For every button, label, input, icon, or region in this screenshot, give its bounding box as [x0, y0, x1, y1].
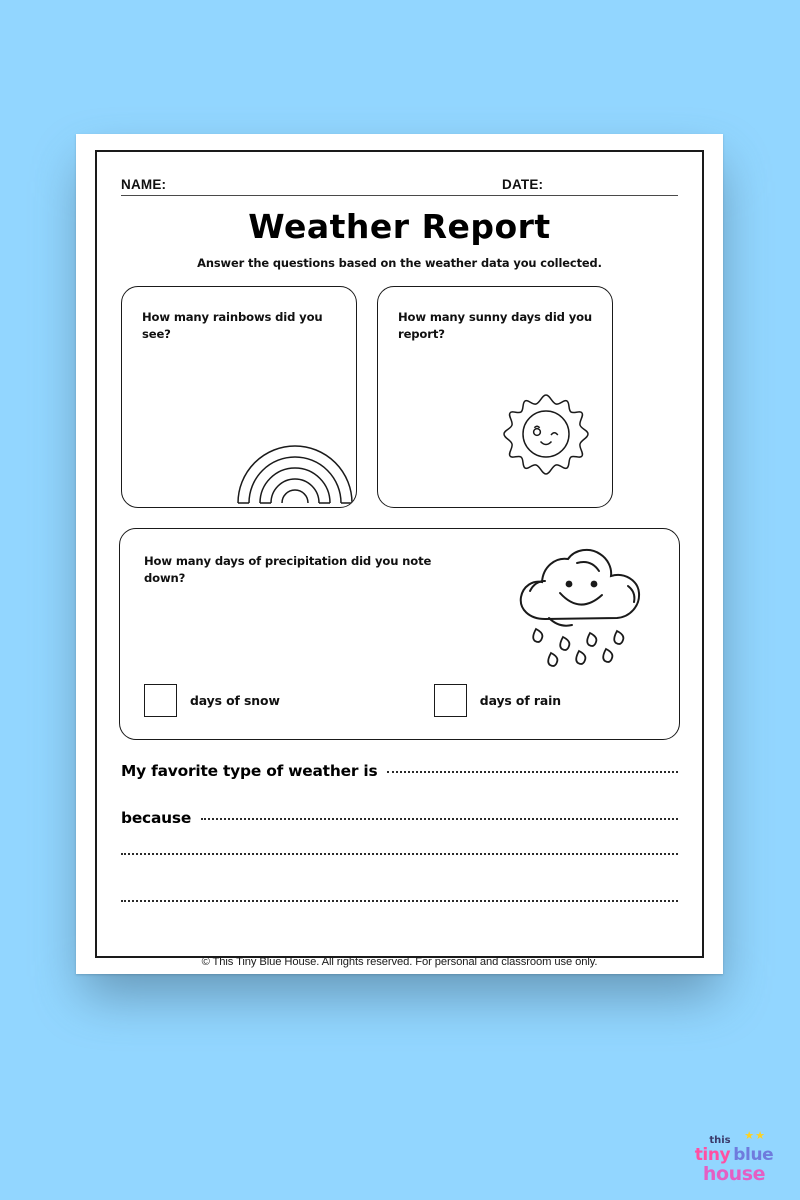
extra-writing-line-1	[121, 856, 678, 903]
extra-input-1[interactable]	[121, 853, 678, 855]
favorite-weather-prompt: My favorite type of weather is	[121, 761, 378, 780]
question-text-rainbows: How many rainbows did you see?	[142, 309, 323, 341]
rain-checkbox[interactable]	[434, 684, 467, 717]
brand-mid-row	[690, 1147, 778, 1164]
writing-section	[119, 762, 680, 968]
favorite-weather-input[interactable]	[387, 771, 678, 773]
brand-word-this: this	[709, 1135, 731, 1146]
name-date-row	[119, 172, 680, 192]
because-prompt: because	[121, 808, 192, 827]
brand-word-tiny: tiny	[694, 1145, 731, 1165]
date-label: DATE:	[502, 177, 544, 192]
brand-word-house: house	[702, 1163, 766, 1185]
sun-icon	[498, 391, 594, 491]
brand-logo	[690, 1129, 778, 1185]
brand-word-blue: blue	[733, 1145, 774, 1165]
question-row-top	[119, 286, 680, 508]
question-box-rainbows[interactable]	[121, 286, 357, 508]
name-label: NAME:	[121, 177, 167, 192]
snow-checkbox-label: days of snow	[190, 692, 280, 708]
question-box-sunny-days[interactable]	[377, 286, 613, 508]
extra-writing-line-2	[121, 903, 678, 950]
question-text-sunny-days: How many sunny days did you report?	[398, 309, 593, 341]
favorite-weather-line	[121, 762, 678, 809]
worksheet-page	[76, 134, 723, 974]
checkbox-item-snow[interactable]	[144, 684, 280, 717]
extra-input-2[interactable]	[121, 900, 678, 902]
checkbox-item-rain[interactable]	[434, 684, 561, 717]
name-date-rule	[121, 195, 678, 196]
worksheet-content	[97, 152, 702, 968]
copyright-footer: © This Tiny Blue House. All rights reserved. For personal and classroom use only.	[201, 955, 598, 968]
snow-checkbox[interactable]	[144, 684, 177, 717]
page-inner-border	[95, 150, 704, 968]
because-line	[121, 809, 678, 856]
because-input[interactable]	[201, 818, 678, 820]
page-title: Weather Report	[248, 207, 551, 246]
rain-checkbox-label: days of rain	[479, 692, 561, 708]
rain-cloud-icon	[505, 541, 657, 677]
precipitation-checkbox-row	[144, 684, 561, 717]
stars-icon: ★★	[744, 1129, 766, 1142]
rainbow-icon	[234, 427, 356, 508]
question-text-precipitation: How many days of precipitation did you note down?	[144, 553, 432, 585]
question-box-precipitation[interactable]	[119, 528, 680, 740]
page-subtitle: Answer the questions based on the weather data you collected.	[197, 255, 602, 270]
